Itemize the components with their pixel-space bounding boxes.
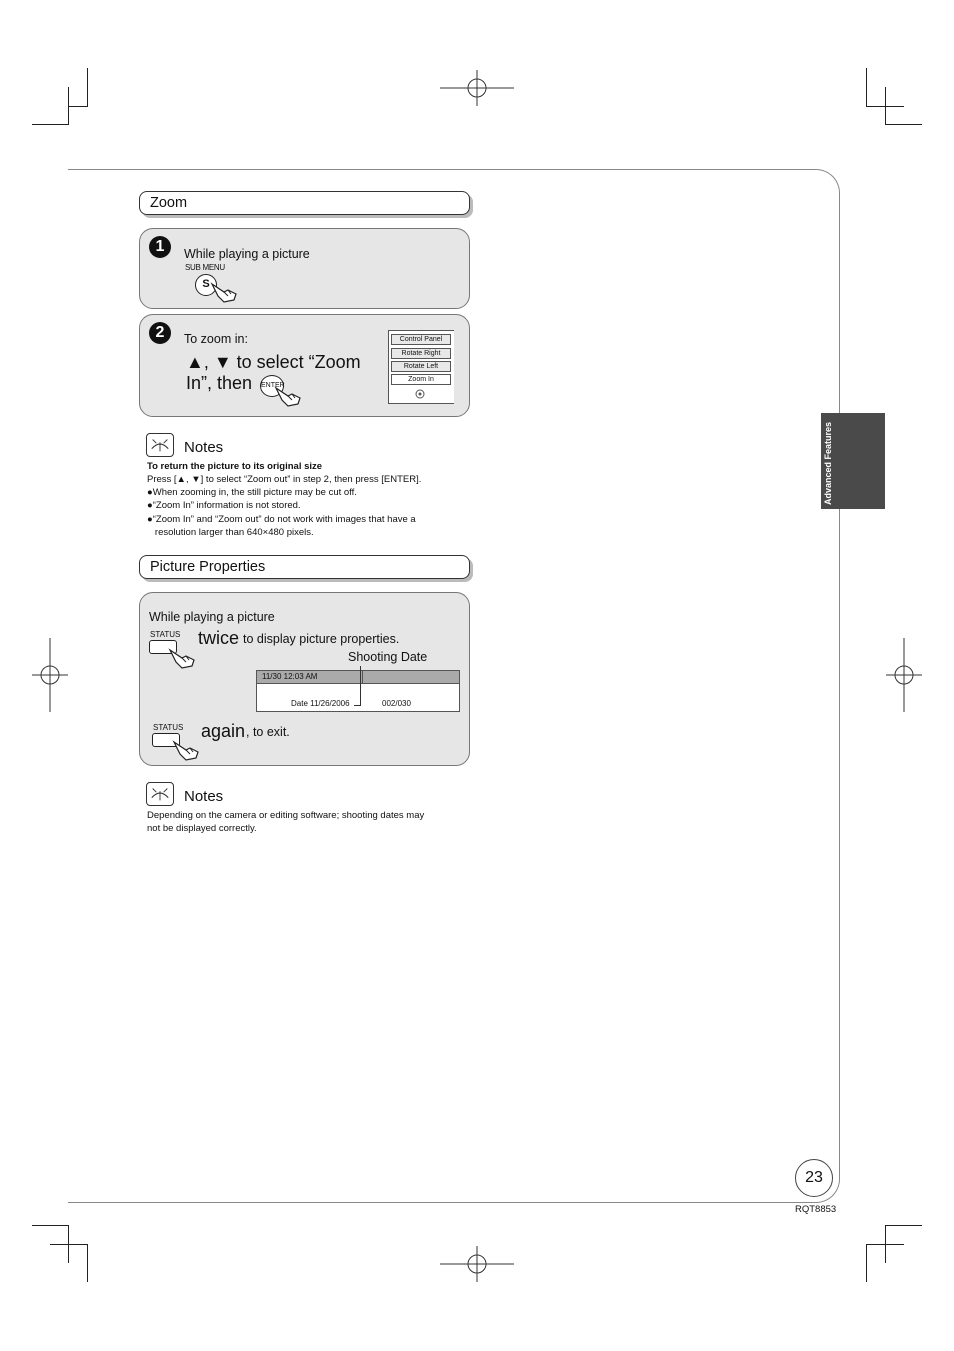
notes-icon — [146, 782, 174, 806]
crop-mark — [866, 1244, 904, 1245]
doc-code: RQT8853 — [795, 1204, 837, 1215]
picture-properties-header — [139, 555, 470, 579]
dial-icon — [413, 388, 427, 400]
sub-menu-button[interactable]: S — [195, 274, 217, 296]
shooting-date-pointer — [360, 666, 361, 706]
sub-menu-caption: SUB MENU — [185, 263, 225, 272]
zoom-section-header — [139, 191, 470, 215]
notes-line: Depending on the camera or editing software; shooting dates may — [147, 810, 425, 821]
menu-item-control-panel[interactable]: Control Panel — [391, 334, 451, 345]
status-caption: STATUS — [153, 723, 184, 732]
twice-word: twice — [198, 628, 240, 648]
pointing-hand-icon — [210, 280, 240, 304]
menu-item-zoom-in[interactable]: Zoom In — [391, 374, 451, 385]
crop-mark — [87, 1244, 88, 1282]
enter-button[interactable]: ENTER — [260, 375, 284, 397]
pointing-hand-icon — [168, 646, 198, 670]
registration-mark — [32, 638, 68, 712]
step-number-2: 2 — [149, 322, 171, 344]
crop-mark — [866, 1244, 867, 1282]
notes-line: Press [▲, ▼] to select “Zoom out” in step 2, then press [ENTER]. — [147, 474, 422, 485]
twice-rest: to display picture properties. — [243, 632, 400, 646]
registration-mark — [440, 70, 514, 106]
crop-mark — [32, 1225, 69, 1226]
registration-mark — [886, 638, 922, 712]
crop-mark — [885, 1225, 922, 1226]
shooting-date-pointer — [354, 705, 361, 706]
notes-heading: To return the picture to its original size — [147, 461, 323, 472]
osd-time: 11/30 12:03 AM — [262, 672, 318, 681]
side-tab-label: Advanced Features — [823, 421, 833, 505]
notes-line: ●“Zoom In” information is not stored. — [147, 500, 301, 511]
registration-mark — [440, 1246, 514, 1282]
osd-date: Date 11/26/2006 — [291, 699, 350, 708]
pp-instruction: While playing a picture — [149, 610, 275, 624]
menu-item-rotate-right[interactable]: Rotate Right — [391, 348, 451, 359]
status-caption: STATUS — [150, 630, 181, 639]
step2-intro: To zoom in: — [184, 332, 248, 346]
osd-counter: 002/030 — [382, 699, 411, 708]
picture-properties-label: Picture Properties — [150, 559, 266, 575]
crop-mark — [866, 106, 904, 107]
notes-title: Notes — [184, 439, 224, 456]
notes-line: ●When zooming in, the still picture may be cut off. — [147, 487, 357, 498]
zoom-header-label: Zoom — [150, 195, 188, 211]
step2-line1: ▲, ▼ to select “Zoom — [186, 352, 361, 372]
crop-mark — [68, 106, 88, 107]
notes-line: not be displayed correctly. — [147, 823, 257, 834]
menu-item-rotate-left[interactable]: Rotate Left — [391, 361, 451, 372]
shooting-date-label: Shooting Date — [348, 650, 428, 664]
osd-divider — [362, 671, 363, 684]
notes-icon — [146, 433, 174, 457]
again-rest: , to exit. — [246, 725, 290, 739]
crop-mark — [885, 124, 922, 125]
page-number: 23 — [795, 1159, 833, 1197]
sub-menu-panel — [388, 330, 454, 404]
step1-instruction: While playing a picture — [184, 247, 310, 261]
pointing-hand-icon — [172, 738, 202, 762]
crop-mark — [32, 124, 69, 125]
notes-line: resolution larger than 640×480 pixels. — [147, 527, 314, 538]
again-word: again — [201, 721, 246, 741]
crop-mark — [87, 68, 88, 106]
notes-title: Notes — [184, 788, 224, 805]
step2-line2: In”, then — [186, 373, 253, 393]
crop-mark — [50, 1244, 88, 1245]
crop-mark — [866, 68, 867, 106]
pointing-hand-icon — [274, 384, 304, 408]
side-tab — [821, 413, 885, 509]
notes-line: ●“Zoom In” and “Zoom out” do not work with images that have a — [147, 514, 416, 525]
step-number-1: 1 — [149, 236, 171, 258]
